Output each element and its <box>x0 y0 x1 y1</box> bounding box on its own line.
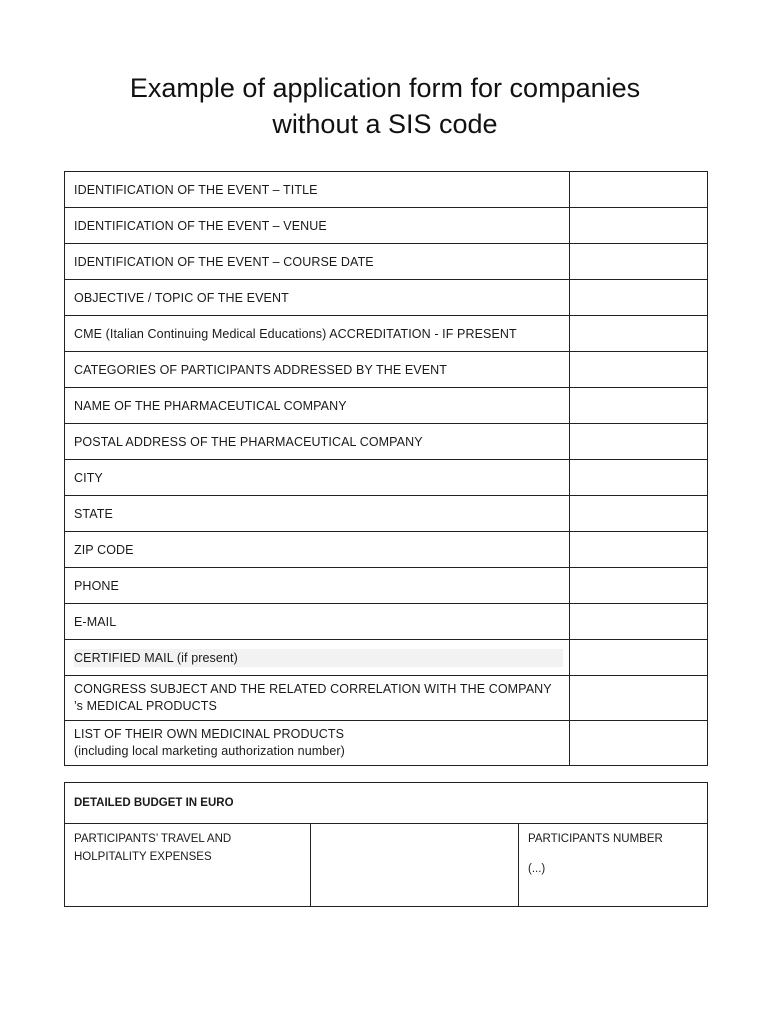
form-label-course-date: IDENTIFICATION OF THE EVENT – COURSE DATE <box>65 244 570 280</box>
form-label-city: CITY <box>65 460 570 496</box>
form-label-cme-accreditation: CME (Italian Continuing Medical Educations) ACCREDITATION - IF PRESENT <box>65 316 570 352</box>
form-label-certified-mail <box>65 640 570 676</box>
form-label-congress-subject-line-2: ’s MEDICAL PRODUCTS <box>74 699 217 713</box>
form-label-zip-code: ZIP CODE <box>65 532 570 568</box>
form-field-state[interactable] <box>570 496 708 532</box>
form-label-certified-mail-text: CERTIFIED MAIL (if present) <box>74 649 563 667</box>
form-label-participant-categories: CATEGORIES OF PARTICIPANTS ADDRESSED BY THE EVENT <box>65 352 570 388</box>
application-form-table <box>64 171 708 766</box>
document-title-line-2: without a SIS code <box>272 109 498 139</box>
form-field-postal-address[interactable] <box>570 424 708 460</box>
travel-expenses-label <box>65 824 311 907</box>
form-field-zip-code[interactable] <box>570 532 708 568</box>
form-label-event-venue: IDENTIFICATION OF THE EVENT – VENUE <box>65 208 570 244</box>
form-label-medicinal-products <box>65 721 570 766</box>
form-row-state <box>65 496 708 532</box>
form-field-email[interactable] <box>570 604 708 640</box>
form-label-congress-subject-line-1: CONGRESS SUBJECT AND THE RELATED CORRELATION WITH THE COMPANY <box>74 682 552 696</box>
form-label-email: E-MAIL <box>65 604 570 640</box>
form-label-objective: OBJECTIVE / TOPIC OF THE EVENT <box>65 280 570 316</box>
budget-table <box>64 782 708 907</box>
form-label-postal-address: POSTAL ADDRESS OF THE PHARMACEUTICAL COMPANY <box>65 424 570 460</box>
form-row-event-title <box>65 172 708 208</box>
form-row-course-date <box>65 244 708 280</box>
form-row-congress-subject <box>65 676 708 721</box>
form-label-state: STATE <box>65 496 570 532</box>
form-label-event-title: IDENTIFICATION OF THE EVENT – TITLE <box>65 172 570 208</box>
participants-number-cell[interactable] <box>519 824 708 907</box>
form-field-cme-accreditation[interactable] <box>570 316 708 352</box>
document-title <box>0 70 770 142</box>
form-row-company-name <box>65 388 708 424</box>
form-field-city[interactable] <box>570 460 708 496</box>
form-row-cme-accreditation <box>65 316 708 352</box>
form-field-objective[interactable] <box>570 280 708 316</box>
form-row-certified-mail <box>65 640 708 676</box>
form-row-objective <box>65 280 708 316</box>
form-field-event-title[interactable] <box>570 172 708 208</box>
form-row-email <box>65 604 708 640</box>
form-row-medicinal-products <box>65 721 708 766</box>
form-label-medicinal-products-line-2: (including local marketing authorization number) <box>74 744 345 758</box>
form-field-certified-mail[interactable] <box>570 640 708 676</box>
form-row-city <box>65 460 708 496</box>
participants-number-label: PARTICIPANTS NUMBER <box>528 833 663 845</box>
form-label-congress-subject <box>65 676 570 721</box>
form-field-event-venue[interactable] <box>570 208 708 244</box>
form-label-medicinal-products-line-1: LIST OF THEIR OWN MEDICINAL PRODUCTS <box>74 727 345 741</box>
form-row-event-venue <box>65 208 708 244</box>
travel-expenses-label-line-1: PARTICIPANTS’ TRAVEL AND <box>74 833 232 845</box>
form-field-company-name[interactable] <box>570 388 708 424</box>
form-field-congress-subject[interactable] <box>570 676 708 721</box>
travel-expenses-label-line-2: HOLPITALITY EXPENSES <box>74 851 212 863</box>
travel-expenses-field[interactable] <box>311 824 519 907</box>
form-row-participant-categories <box>65 352 708 388</box>
form-label-phone: PHONE <box>65 568 570 604</box>
document-title-line-1: Example of application form for companies <box>129 73 641 103</box>
form-field-phone[interactable] <box>570 568 708 604</box>
budget-heading-row <box>65 783 708 824</box>
form-field-participant-categories[interactable] <box>570 352 708 388</box>
form-field-course-date[interactable] <box>570 244 708 280</box>
participants-number-value: (...) <box>528 863 546 875</box>
form-row-phone <box>65 568 708 604</box>
form-row-zip-code <box>65 532 708 568</box>
budget-travel-row <box>65 824 708 907</box>
budget-heading: DETAILED BUDGET IN EURO <box>65 783 708 824</box>
form-row-postal-address <box>65 424 708 460</box>
form-field-medicinal-products[interactable] <box>570 721 708 766</box>
form-label-company-name: NAME OF THE PHARMACEUTICAL COMPANY <box>65 388 570 424</box>
